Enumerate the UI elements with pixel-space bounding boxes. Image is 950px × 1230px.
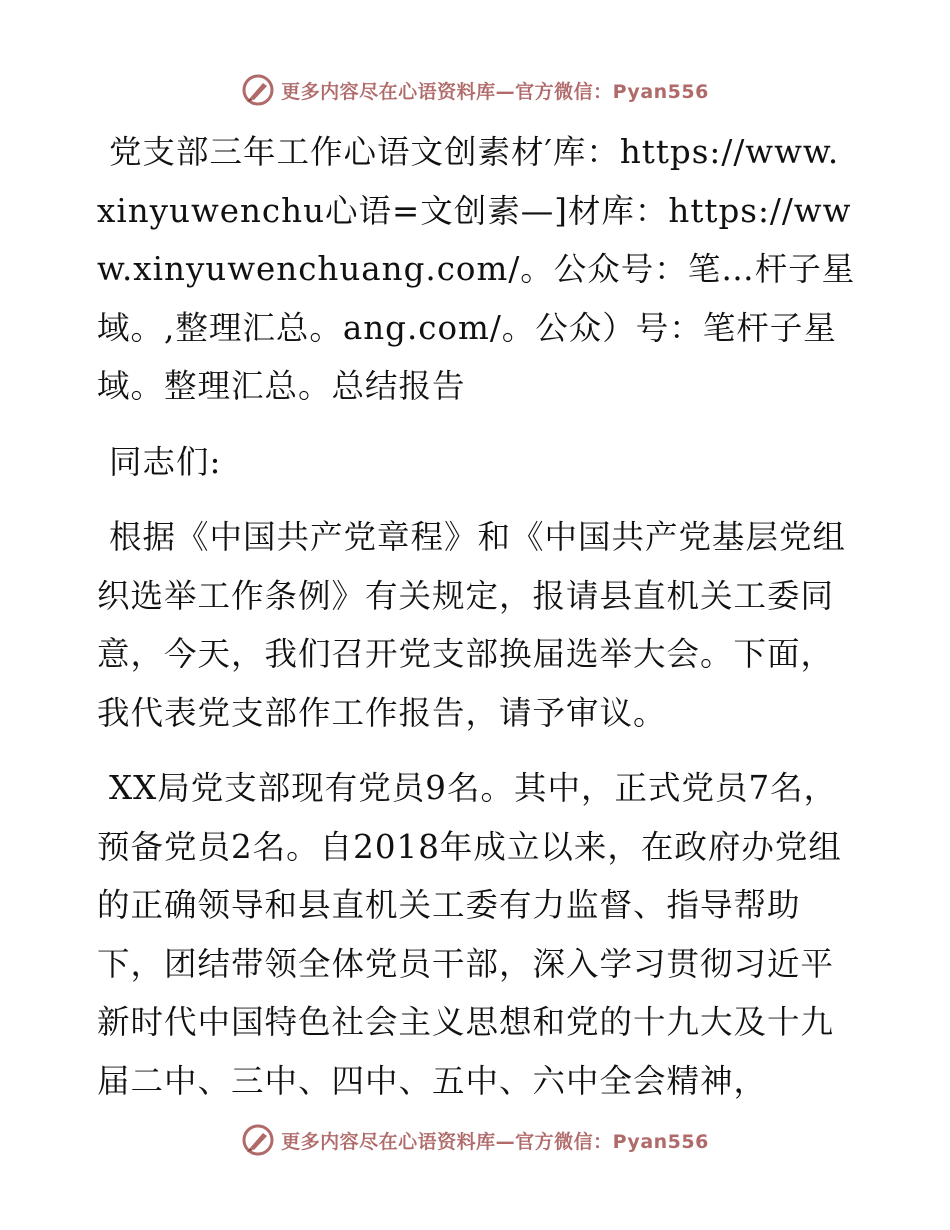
paragraph-overview: XX局党支部现有党员9名。其中，正式党员7名，预备党员2名。自2018年成立以来，在政府办党组的正确领导和县直机关工委有力监督、指导帮助下，团结带领全体党员干部，深入学习贯彻习近平新时代中国特色社会主义思想和党的十九大及十九届二中、三中、四中、五中、六中全会精神， [97, 769, 842, 1100]
document-body [97, 123, 857, 1127]
paragraph-title-line: 党支部三年工作心语文创素材′库：https://www.xinyuwenchu心语=文创素—]材库：https://www.xinyuwenchuang.com/。公众号：笔…杆子星域。,整理汇总。ang.com/。公众）号：笔杆子星域。整理汇总。总结报告 [97, 133, 856, 405]
footer-banner [0, 1120, 950, 1160]
fountain-pen-seal-icon [241, 1123, 275, 1157]
header-banner-text: 更多内容尽在心语资料库—官方微信：Pyan556 [281, 80, 709, 103]
paragraph-salutation: 同志们: [109, 442, 222, 481]
header-banner [0, 70, 950, 110]
fountain-pen-seal-icon [241, 73, 275, 107]
paragraph-intro: 根据《中国共产党章程》和《中国共产党基层党组织选举工作条例》有关规定，报请县直机关工委同意，今天，我们召开党支部换届选举大会。下面，我代表党支部作工作报告，请予审议。 [97, 518, 847, 732]
footer-banner-text: 更多内容尽在心语资料库—官方微信：Pyan556 [281, 1130, 709, 1153]
